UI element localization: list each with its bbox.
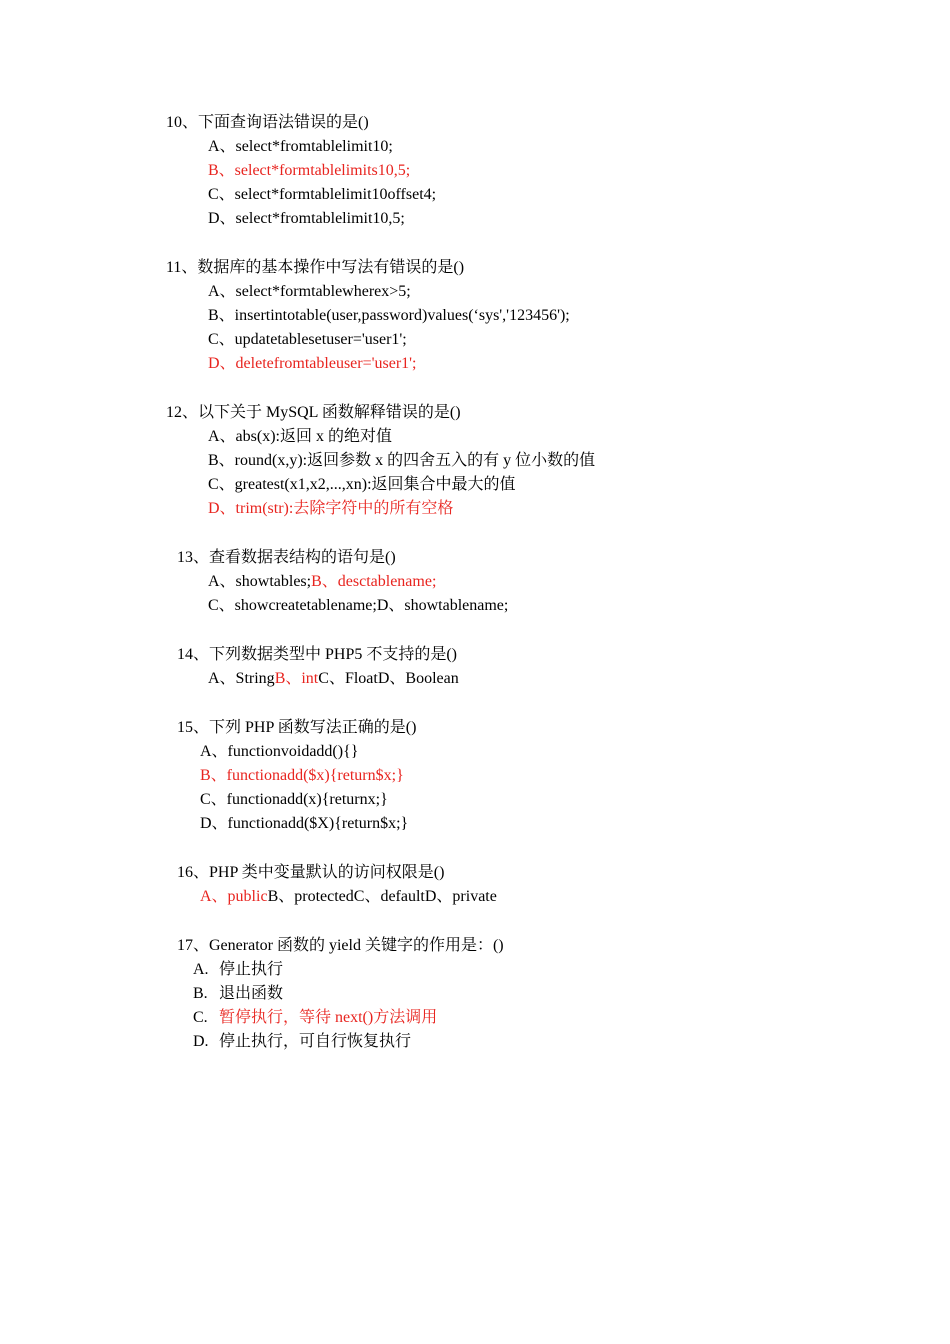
- question-11-stem: 11、数据库的基本操作中写法有错误的是(): [166, 259, 465, 276]
- question-14-option-b-answer: B、int: [274, 670, 319, 687]
- question-10-option-d: D、select*fromtablelimit10,5;: [208, 210, 405, 227]
- question-14-stem: 14、下列数据类型中 PHP5 不支持的是(): [177, 646, 458, 663]
- question-16-option-d: D、private: [424, 888, 497, 905]
- question-13-option-d: D、showtablename;: [376, 597, 509, 614]
- question-12-option-d-answer: D、trim(str):去除字符中的所有空格: [208, 500, 454, 517]
- question-13-option-a: A、showtables;: [208, 573, 312, 590]
- question-12-option-a: A、abs(x):返回 x 的绝对值: [208, 428, 392, 445]
- question-12-stem: 12、以下关于 MySQL 函数解释错误的是(): [166, 404, 461, 421]
- question-14-option-c: C、Float: [318, 670, 378, 687]
- question-13-option-c: C、showcreatetablename;: [208, 597, 377, 614]
- question-12-option-c: C、greatest(x1,x2,...,xn):返回集合中最大的值: [208, 476, 516, 493]
- question-14-option-d: D、Boolean: [377, 670, 459, 687]
- question-13-options-row-2: [208, 594, 508, 618]
- question-16-stem: 16、PHP 类中变量默认的访问权限是(): [177, 864, 445, 881]
- question-10-option-b-answer: B、select*formtablelimits10,5;: [208, 162, 411, 179]
- question-10-option-a: A、select*fromtablelimit10;: [208, 138, 393, 155]
- question-11-option-d-answer: D、deletefromtableuser='user1';: [208, 355, 417, 372]
- question-15-option-d: D、functionadd($X){return$x;}: [200, 815, 409, 832]
- question-17-option-b-letter: B.: [193, 985, 208, 1002]
- question-13-options-row-1: [208, 570, 436, 594]
- question-15-option-b-answer: B、functionadd($x){return$x;}: [200, 767, 404, 784]
- question-17-option-c-answer: 暂停执行，等待 next()方法调用: [219, 1009, 438, 1026]
- question-17-option-c-letter: C.: [193, 1009, 208, 1026]
- question-12-option-b: B、round(x,y):返回参数 x 的四舍五入的有 y 位小数的值: [208, 452, 596, 469]
- question-15-stem: 15、下列 PHP 函数写法正确的是(): [177, 719, 417, 736]
- question-17-option-a: 停止执行: [219, 961, 284, 978]
- question-14-option-a: A、String: [208, 670, 275, 687]
- question-16-option-c: C、default: [353, 888, 425, 905]
- question-11-option-a: A、select*formtablewherex>5;: [208, 283, 411, 300]
- question-16-options-row: [200, 885, 497, 909]
- question-11-option-c: C、updatetablesetuser='user1';: [208, 331, 407, 348]
- question-17-option-d: 停止执行，可自行恢复执行: [219, 1033, 412, 1050]
- question-13-option-b-answer: B、desctablename;: [311, 573, 437, 590]
- question-13-stem: 13、查看数据表结构的语句是(): [177, 549, 396, 566]
- question-15-option-a: A、functionvoidadd(){}: [200, 743, 359, 760]
- question-11-option-b: B、insertintotable(user,password)values(‘sys','123456');: [208, 307, 570, 324]
- question-17-option-d-letter: D.: [193, 1033, 209, 1050]
- question-17-option-a-letter: A.: [193, 961, 209, 978]
- question-14-options-row: [208, 667, 459, 691]
- question-17-option-b: 退出函数: [219, 985, 284, 1002]
- question-16-option-b: B、protected: [267, 888, 354, 905]
- question-10-option-c: C、select*formtablelimit10offset4;: [208, 186, 437, 203]
- question-17-stem: 17、Generator 函数的 yield 关键字的作用是：(): [177, 937, 504, 954]
- question-15-option-c: C、functionadd(x){returnx;}: [200, 791, 388, 808]
- question-10-stem: 10、下面查询语法错误的是(): [166, 114, 369, 131]
- question-16-option-a-answer: A、public: [200, 888, 268, 905]
